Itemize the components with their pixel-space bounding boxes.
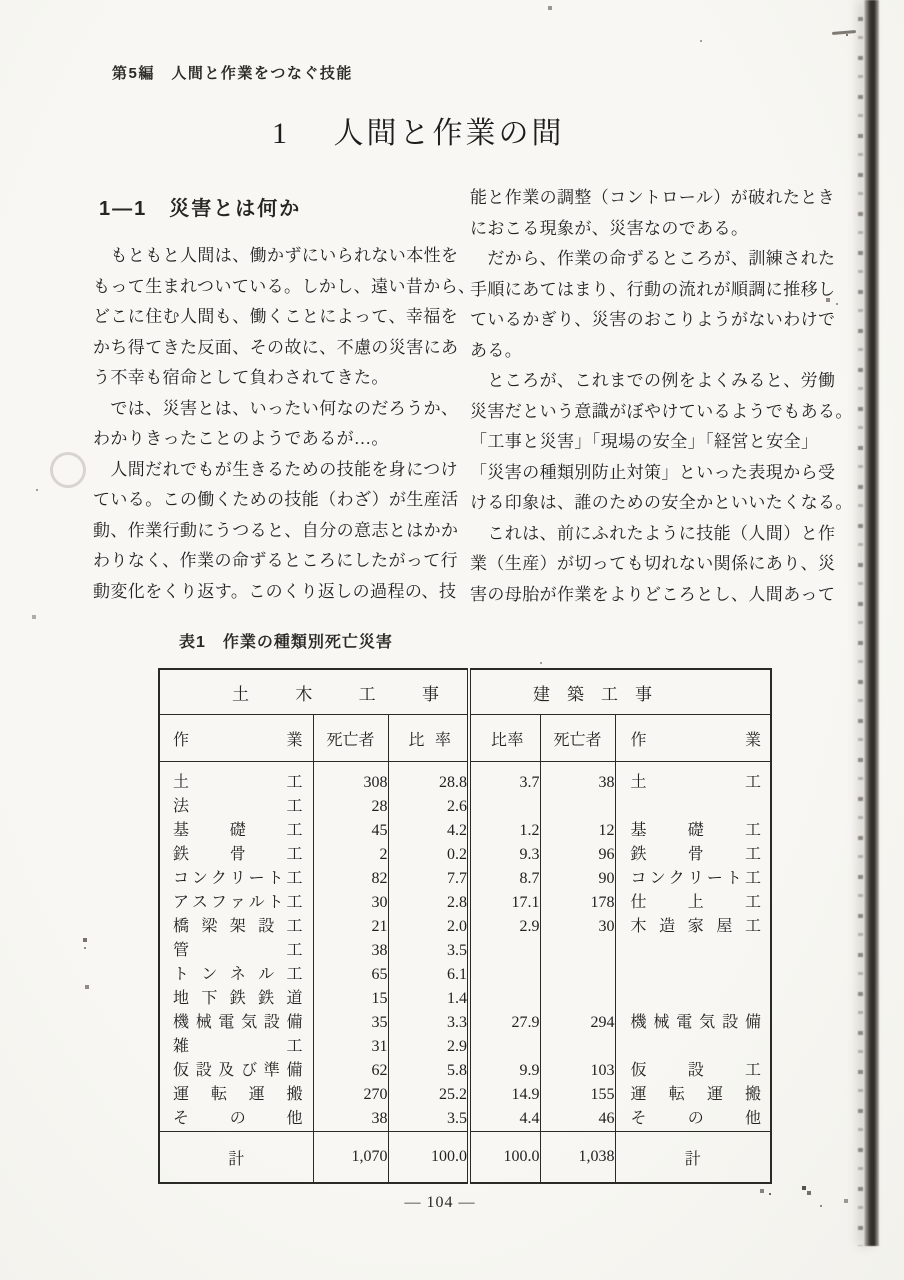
text-line: これは、前にふれたように技能（人間）と作 xyxy=(470,523,836,543)
cell-work-right xyxy=(615,939,771,963)
cell-work-right xyxy=(615,963,771,987)
cell-deaths-left: 45 xyxy=(313,819,388,843)
cell-work-right-label: 鉄 骨 工 xyxy=(630,846,762,863)
cell-work-left xyxy=(159,1059,313,1083)
cell-work-left-label: 法 工 xyxy=(173,798,303,815)
group-header-building-works xyxy=(469,669,771,715)
col-header-deaths-left: 死亡者 xyxy=(313,715,388,762)
col-header-ratio-left-label: 比 率 xyxy=(408,731,451,749)
cell-work-left-label: 仮 設 及 び 準 備 xyxy=(173,1062,303,1079)
table-row xyxy=(159,987,771,1011)
cell-deaths-left: 65 xyxy=(313,963,388,987)
cell-work-left xyxy=(159,867,313,891)
table-row xyxy=(159,915,771,939)
cell-deaths-left: 28 xyxy=(313,795,388,819)
cell-work-right xyxy=(615,843,771,867)
cell-ratio-right: 17.1 xyxy=(469,891,540,915)
cell-ratio-left: 0.2 xyxy=(388,843,469,867)
cell-work-right-label: 土 工 xyxy=(630,774,762,791)
running-header: 第5編 人間と作業をつなぐ技能 xyxy=(112,65,353,82)
text-line: 人間だれでもが生きるための技能を身につけ xyxy=(93,459,459,479)
col-header-deaths-right: 死亡者 xyxy=(540,715,615,762)
cell-work-right-label: 機 械 電 気 設 備 xyxy=(630,1014,761,1031)
cell-ratio-left: 2.0 xyxy=(388,915,469,939)
table-caption: 表1 作業の種類別死亡災害 xyxy=(179,634,393,651)
cell-work-left-label: 運 転 運 搬 xyxy=(173,1086,303,1103)
cell-ratio-left: 2.8 xyxy=(388,891,469,915)
cell-deaths-left: 270 xyxy=(313,1083,388,1107)
table-row xyxy=(159,867,771,891)
table-row xyxy=(159,1107,771,1132)
cell-ratio-left: 25.2 xyxy=(388,1083,469,1107)
scan-speckle-artifacts xyxy=(0,0,2,2)
group-header-civil-works xyxy=(159,669,469,715)
chapter-title: 1 人間と作業の間 xyxy=(272,117,565,150)
cell-ratio-left: 28.8 xyxy=(388,762,469,796)
text-line: 動変化をくり返す。このくり返しの過程の、技 xyxy=(93,581,457,601)
text-line: ているかぎり、災害のおこりようがないわけで xyxy=(470,310,836,329)
text-line: におこる現象が、災害なのである。 xyxy=(470,218,749,238)
cell-work-right xyxy=(615,762,771,796)
table-row xyxy=(159,1083,771,1107)
col-header-work-left-label: 作 業 xyxy=(173,731,303,749)
cell-work-right xyxy=(615,867,771,891)
cell-work-left xyxy=(159,1107,313,1132)
cell-deaths-right xyxy=(540,795,615,819)
text-line: ける印象は、誰のための安全かといいたくなる。 xyxy=(470,493,853,512)
total-ratio-left: 100.0 xyxy=(388,1132,469,1184)
cell-work-right-label: 仮 設 工 xyxy=(630,1062,762,1079)
text-line: 災害だという意識がぼやけているようでもある。 xyxy=(470,401,853,421)
fatality-table xyxy=(158,668,772,1184)
table-row xyxy=(159,891,771,915)
cell-deaths-left: 308 xyxy=(313,762,388,796)
table-row xyxy=(159,1011,771,1035)
cell-deaths-right: 38 xyxy=(540,762,615,796)
cell-deaths-left: 38 xyxy=(313,1107,388,1132)
table-row xyxy=(159,939,771,963)
text-line: では、災害とは、いったい何なのだろうか、 xyxy=(93,398,459,418)
table-column-header-row xyxy=(159,715,771,762)
cell-deaths-right: 90 xyxy=(540,867,615,891)
cell-work-left xyxy=(159,1083,313,1107)
cell-work-right xyxy=(615,891,771,915)
cell-work-left-label: ト ン ネ ル 工 xyxy=(173,966,303,983)
total-label-right: 計 xyxy=(615,1132,771,1184)
cell-work-left-label: そ の 他 xyxy=(173,1110,303,1127)
text-line: ところが、これまでの例をよくみると、労働 xyxy=(470,371,836,390)
cell-deaths-right xyxy=(540,987,615,1011)
cell-ratio-right: 9.3 xyxy=(469,843,540,867)
text-line: ある。 xyxy=(470,340,523,360)
cell-ratio-right xyxy=(469,1035,540,1059)
text-line: わりなく、作業の命ずるところにしたがって行 xyxy=(93,551,459,570)
cell-work-left xyxy=(159,891,313,915)
cell-work-left xyxy=(159,1011,313,1035)
cell-deaths-right: 178 xyxy=(540,891,615,915)
col-header-ratio-left xyxy=(388,715,469,762)
table-total-row xyxy=(159,1132,771,1184)
cell-work-left xyxy=(159,915,313,939)
cell-work-left-label: 基 礎 工 xyxy=(173,822,303,839)
cell-ratio-left: 5.8 xyxy=(388,1059,469,1083)
cell-ratio-left: 1.4 xyxy=(388,987,469,1011)
total-deaths-right: 1,038 xyxy=(540,1132,615,1184)
table-row xyxy=(159,795,771,819)
cell-ratio-left: 3.5 xyxy=(388,939,469,963)
cell-deaths-left: 35 xyxy=(313,1011,388,1035)
text-line: ている。この働くための技能（わざ）が生産活 xyxy=(93,490,459,509)
cell-deaths-left: 38 xyxy=(313,939,388,963)
table-row xyxy=(159,762,771,796)
cell-ratio-right xyxy=(469,939,540,963)
cell-deaths-left: 30 xyxy=(313,891,388,915)
scan-dash-artifact xyxy=(832,30,856,35)
cell-deaths-right: 30 xyxy=(540,915,615,939)
cell-ratio-right: 1.2 xyxy=(469,819,540,843)
cell-deaths-right: 103 xyxy=(540,1059,615,1083)
text-line: もって生まれついている。しかし、遠い昔から、 xyxy=(93,276,476,296)
cell-deaths-right: 46 xyxy=(540,1107,615,1132)
cell-work-left xyxy=(159,987,313,1011)
text-line: う不幸も宿命として負わされてきた。 xyxy=(93,368,389,387)
section-heading: 1―1 災害とは何か xyxy=(99,198,302,220)
text-line: どこに住む人間も、働くことによって、幸福を xyxy=(93,307,459,326)
cell-work-right-label: 基 礎 工 xyxy=(630,822,762,839)
cell-ratio-left: 4.2 xyxy=(388,819,469,843)
cell-work-left-label: 橋 梁 架 設 工 xyxy=(173,918,303,935)
cell-work-right xyxy=(615,795,771,819)
col-header-work-right-label: 作 業 xyxy=(630,731,762,749)
cell-deaths-left: 82 xyxy=(313,867,388,891)
cell-ratio-right: 2.9 xyxy=(469,915,540,939)
cell-ratio-right: 14.9 xyxy=(469,1083,540,1107)
cell-work-left-label: 機 械 電 気 設 備 xyxy=(173,1014,303,1031)
cell-work-left-label: コ ン ク リ ー ト 工 xyxy=(173,870,303,887)
cell-ratio-left: 3.5 xyxy=(388,1107,469,1132)
table-row xyxy=(159,963,771,987)
text-line: 「災害の種類別防止対策」といった表現から受 xyxy=(470,462,836,482)
text-column-left xyxy=(93,241,476,607)
text-line: 業（生産）が切っても切れない関係にあり、災 xyxy=(470,554,836,573)
cell-deaths-left: 62 xyxy=(313,1059,388,1083)
table-row xyxy=(159,1035,771,1059)
col-header-ratio-right xyxy=(469,715,540,762)
scan-edge-artifact xyxy=(863,0,879,1246)
cell-deaths-right: 294 xyxy=(540,1011,615,1035)
group-header-building-label: 建 築 工 事 xyxy=(533,684,652,704)
cell-work-left-label: 土 工 xyxy=(173,774,303,791)
cell-ratio-right xyxy=(469,987,540,1011)
cell-work-right xyxy=(615,1107,771,1132)
cell-deaths-left: 31 xyxy=(313,1035,388,1059)
total-ratio-right: 100.0 xyxy=(469,1132,540,1184)
col-header-work-left xyxy=(159,715,313,762)
col-header-work-right xyxy=(615,715,771,762)
total-label-left: 計 xyxy=(159,1132,313,1184)
cell-deaths-right: 155 xyxy=(540,1083,615,1107)
cell-work-right xyxy=(615,1035,771,1059)
text-line: もともと人間は、働かずにいられない本性を xyxy=(93,246,459,265)
text-column-right xyxy=(470,183,856,610)
cell-work-right-label: 仕 上 工 xyxy=(630,894,762,911)
cell-work-right xyxy=(615,915,771,939)
cell-work-left xyxy=(159,843,313,867)
text-line: 手順にあてはまり、行動の流れが順調に推移し xyxy=(470,279,836,299)
table-body xyxy=(159,762,771,1132)
total-deaths-left: 1,070 xyxy=(313,1132,388,1184)
cell-work-right-label: そ の 他 xyxy=(630,1110,762,1127)
cell-work-left xyxy=(159,795,313,819)
cell-deaths-right: 12 xyxy=(540,819,615,843)
cell-deaths-right xyxy=(540,963,615,987)
cell-ratio-right: 3.7 xyxy=(469,762,540,796)
cell-work-left xyxy=(159,819,313,843)
text-line: わかりきったことのようであるが…。 xyxy=(93,429,389,448)
cell-deaths-right: 96 xyxy=(540,843,615,867)
cell-work-left-label: 地 下 鉄 鉄 道 xyxy=(173,990,303,1007)
cell-work-right xyxy=(615,819,771,843)
scan-circle-artifact xyxy=(50,452,86,488)
cell-ratio-right xyxy=(469,795,540,819)
cell-ratio-right: 4.4 xyxy=(469,1107,540,1132)
text-line: 動、作業行動にうつると、自分の意志とはかか xyxy=(93,520,459,540)
table-row xyxy=(159,843,771,867)
cell-deaths-left: 15 xyxy=(313,987,388,1011)
col-header-ratio-right-label: 比 率 xyxy=(491,731,524,749)
cell-deaths-right xyxy=(540,939,615,963)
cell-ratio-right: 9.9 xyxy=(469,1059,540,1083)
cell-ratio-right xyxy=(469,963,540,987)
cell-work-right-label: コ ン ク リ ー ト 工 xyxy=(630,870,761,887)
cell-work-right xyxy=(615,1083,771,1107)
cell-work-left xyxy=(159,762,313,796)
page-number: — 104 — xyxy=(404,1194,476,1211)
cell-deaths-left: 21 xyxy=(313,915,388,939)
cell-ratio-left: 3.3 xyxy=(388,1011,469,1035)
table-row xyxy=(159,1059,771,1083)
text-line: だから、作業の命ずるところが、訓練された xyxy=(470,249,836,268)
cell-work-left xyxy=(159,1035,313,1059)
table-row xyxy=(159,819,771,843)
text-line: かち得てきた反面、その故に、不慮の災害にあ xyxy=(93,337,459,357)
cell-ratio-right: 27.9 xyxy=(469,1011,540,1035)
text-line: 害の母胎が作業をよりどころとし、人間あって xyxy=(470,584,836,604)
group-header-civil-label: 土 木 工 事 xyxy=(232,684,439,704)
cell-work-right xyxy=(615,1059,771,1083)
cell-deaths-right xyxy=(540,1035,615,1059)
cell-work-left xyxy=(159,963,313,987)
cell-deaths-left: 2 xyxy=(313,843,388,867)
text-line: 「工事と災害」「現場の安全」「経営と安全」 xyxy=(470,432,819,451)
table-group-header-row xyxy=(159,669,771,715)
text-line: 能と作業の調整（コントロール）が破れたとき xyxy=(470,188,836,207)
cell-work-right xyxy=(615,1011,771,1035)
cell-work-left-label: 鉄 骨 工 xyxy=(173,846,303,863)
cell-ratio-left: 6.1 xyxy=(388,963,469,987)
cell-work-left-label: ア ス フ ァ ル ト 工 xyxy=(173,894,303,911)
cell-work-right-label: 木 造 家 屋 工 xyxy=(630,918,762,935)
cell-work-right-label: 運 転 運 搬 xyxy=(630,1086,762,1103)
cell-ratio-right: 8.7 xyxy=(469,867,540,891)
cell-work-right xyxy=(615,987,771,1011)
cell-work-left-label: 雑 工 xyxy=(173,1038,303,1055)
cell-work-left-label: 管 工 xyxy=(173,942,303,959)
cell-ratio-left: 7.7 xyxy=(388,867,469,891)
cell-ratio-left: 2.6 xyxy=(388,795,469,819)
cell-work-left xyxy=(159,939,313,963)
cell-ratio-left: 2.9 xyxy=(388,1035,469,1059)
